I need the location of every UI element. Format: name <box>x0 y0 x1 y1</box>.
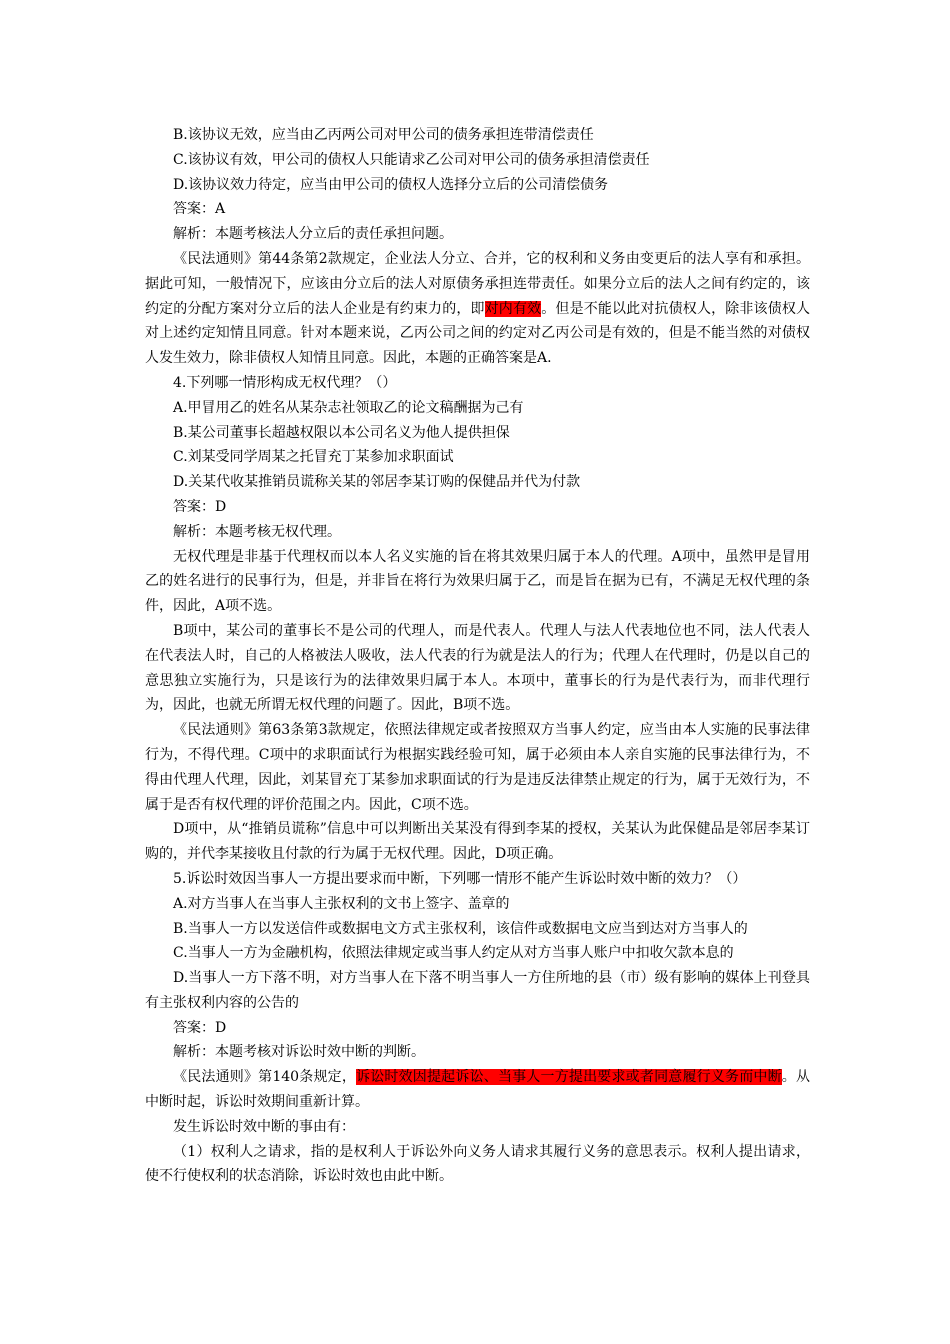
q3-highlight: 对内有效 <box>484 300 542 317</box>
q5-option-a: A.对方当事人在当事人主张权利的文书上签字、盖章的 <box>173 895 510 912</box>
q5-highlight: 诉讼时效因提起诉讼、当事人一方提出要求或者同意履行义务而中断 <box>356 1069 782 1086</box>
q5-answer: 答案：D <box>173 1019 227 1036</box>
q4-stem: 4.下列哪一情形构成无权代理？（） <box>173 374 397 391</box>
q5-explanation-pre: 《民法通则》第140条规定， <box>173 1069 357 1086</box>
q4-paragraph-3: 《民法通则》第63条第3款规定，依照法律规定或者按照双方当事人约定，应当由本人实施的民事法律行为，不得代理。C项中的求职面试行为根据实践经验可知，属于必须由本人亲自实施的民事法律行为，不得由代理人代理，因此，刘某冒充丁某参加求职面试的行为是违反法律禁止规定的行为，属于无效行为，不属于是否有权代理的评价范围之内。因此，C项不选。 <box>145 722 810 813</box>
q3-analysis: 解析：本题考核法人分立后的责任承担问题。 <box>173 226 453 243</box>
q5-explanation <box>145 1065 810 1115</box>
q5-option-b: B.当事人一方以发送信件或数据电文方式主张权利，该信件或数据电文应当到达对方当事人的 <box>173 920 748 937</box>
q3-explanation <box>145 247 810 371</box>
q4-paragraph-2: B项中，某公司的董事长不是公司的代理人，而是代表人。代理人与法人代表地位也不同，法人代表人在代表法人时，自己的人格被法人吸收，法人代表的行为就是法人的行为；代理人在代理时，仍是以自己的意思独立实施行为，只是该行为的法律效果归属于本人。本项中，董事长的行为是代表行为，而非代理行为，因此，也就无所谓无权代理的问题了。因此，B项不选。 <box>145 622 810 714</box>
q4-option-c: C.刘某受同学周某之托冒充丁某参加求职面试 <box>173 449 454 466</box>
q4-paragraph-1: 无权代理是非基于代理权而以本人名义实施的旨在将其效果归属于本人的代理。A项中，虽然甲是冒用乙的姓名进行的民事行为，但是，并非旨在将行为效果归属于乙，而是旨在据为已有，不满足无权代理的条件，因此，A项不选。 <box>145 548 810 615</box>
q4-option-b: B.某公司董事长超越权限以本公司名义为他人提供担保 <box>173 424 510 441</box>
q3-option-b: B.该协议无效，应当由乙丙两公司对甲公司的债务承担连带清偿责任 <box>173 127 594 143</box>
document-page <box>145 123 810 1189</box>
q5-analysis: 解析：本题考核对诉讼时效中断的判断。 <box>173 1044 425 1061</box>
q4-answer: 答案：D <box>173 498 227 515</box>
q3-option-c: C.该协议有效，甲公司的债权人只能请求乙公司对甲公司的债务承担清偿责任 <box>173 151 650 168</box>
q3-explanation-post: 。但是不能以此对抗债权人，除非该债权人对上述约定知情且同意。针对本题来说，乙丙公司之间的约定对乙丙公司是有效的，但是不能当然的对债权人发生效力，除非债权人知情且同意。因此，本题的正确答案是A. <box>145 300 811 367</box>
q5-explanation-post: 。从中断时起，诉讼时效期间重新计算。 <box>145 1069 810 1111</box>
q4-paragraph-4: D项中，从“推销员谎称”信息中可以判断出关某没有得到李某的授权，关某认为此保健品是邻居李某订购的，并代李某接收且付款的行为属于无权代理。因此，D项正确。 <box>145 821 810 863</box>
q5-cause-1: （1）权利人之请求，指的是权利人于诉讼外向义务人请求其履行义务的意思表示。权利人提出请求，使不行使权利的状态消除，诉讼时效也由此中断。 <box>145 1143 810 1185</box>
q4-option-a: A.甲冒用乙的姓名从某杂志社领取乙的论文稿酬据为己有 <box>173 399 524 416</box>
q4-analysis: 解析：本题考核无权代理。 <box>173 523 341 540</box>
q3-explanation-pre: 《民法通则》第44条第2款规定，企业法人分立、合并，它的权利和义务由变更后的法人享有和承担。据此可知，一般情况下，应该由分立后的法人对原债务承担连带责任。如果分立后的法人之间有约定的，该约定的分配方案对分立后的法人企业是有约束力的，即 <box>145 250 810 317</box>
q5-causes-heading: 发生诉讼时效中断的事由有： <box>173 1118 355 1135</box>
q4-option-d: D.关某代收某推销员谎称关某的邻居李某订购的保健品并代为付款 <box>173 474 581 491</box>
q3-option-d: D.该协议效力待定，应当由甲公司的债权人选择分立后的公司清偿债务 <box>173 176 609 193</box>
q5-stem: 5.诉讼时效因当事人一方提出要求而中断，下列哪一情形不能产生诉讼时效中断的效力？（） <box>173 870 747 887</box>
q3-answer: 答案：A <box>173 201 226 218</box>
q5-option-d: D.当事人一方下落不明，对方当事人在下落不明当事人一方住所地的县（市）级有影响的媒体上刊登具有主张权利内容的公告的 <box>145 970 810 1011</box>
q5-option-c: C.当事人一方为金融机构，依照法律规定或当事人约定从对方当事人账户中扣收欠款本息的 <box>173 945 734 962</box>
